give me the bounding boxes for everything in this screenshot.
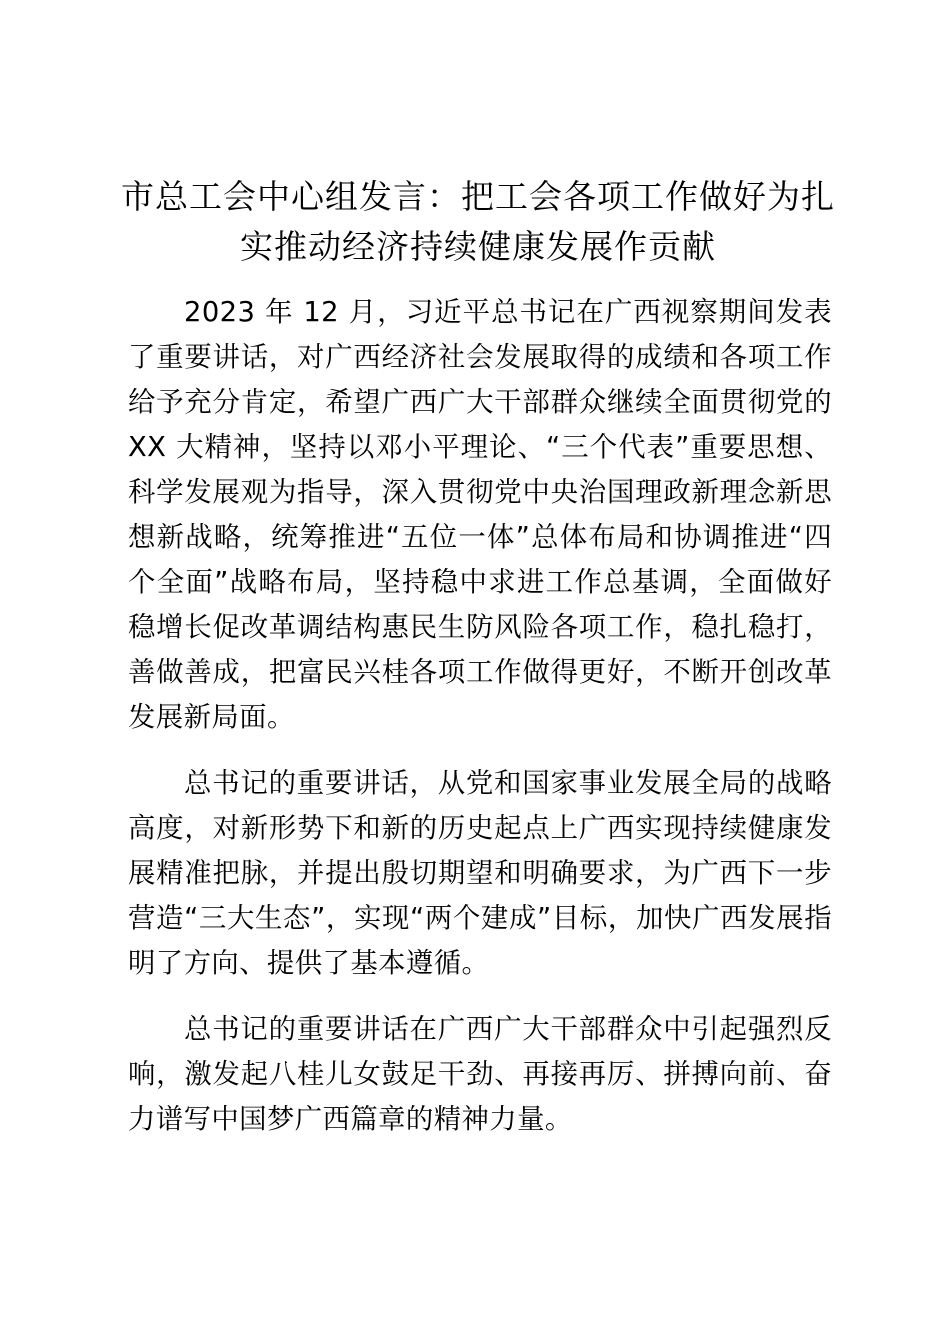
document-title: 市总工会中心组发言：把工会各项工作做好为扎实推动经济持续健康发展作贡献 <box>121 177 835 266</box>
paragraph: 总书记的重要讲话在广西广大干部群众中引起强烈反响，激发起八桂儿女鼓足干劲、再接再厉、拼搏向前、奋力谱写中国梦广西篇章的精神力量。 <box>128 1014 832 1135</box>
paragraph: 总书记的重要讲话，从党和国家事业发展全局的战略高度，对新形势下和新的历史起点上广西实现持续健康发展精准把脉，并提出殷切期望和明确要求，为广西下一步营造“三大生态”，实现“两个建成”目标，加快广西发展指明了方向、提供了基本遵循。 <box>128 768 832 979</box>
document-body <box>128 290 832 1163</box>
paragraph: 2023 年 12 月，习近平总书记在广西视察期间发表了重要讲话，对广西经济社会发展取得的成绩和各项工作给予充分肯定，希望广西广大干部群众继续全面贯彻党的 XX 大精神，坚持以邓小平理论、“三个代表”重要思想、科学发展观为指导，深入贯彻党中央治国理政新理念新思想新战略，统筹推进“五位一体”总体布局和协调推进“四个全面”战略布局，坚持稳中求进工作总基调，全面做好稳增长促改革调结构惠民生防风险各项工作，稳扎稳打，善做善成，把富民兴桂各项工作做得更好，不断开创改革发展新局面。 <box>128 297 832 733</box>
